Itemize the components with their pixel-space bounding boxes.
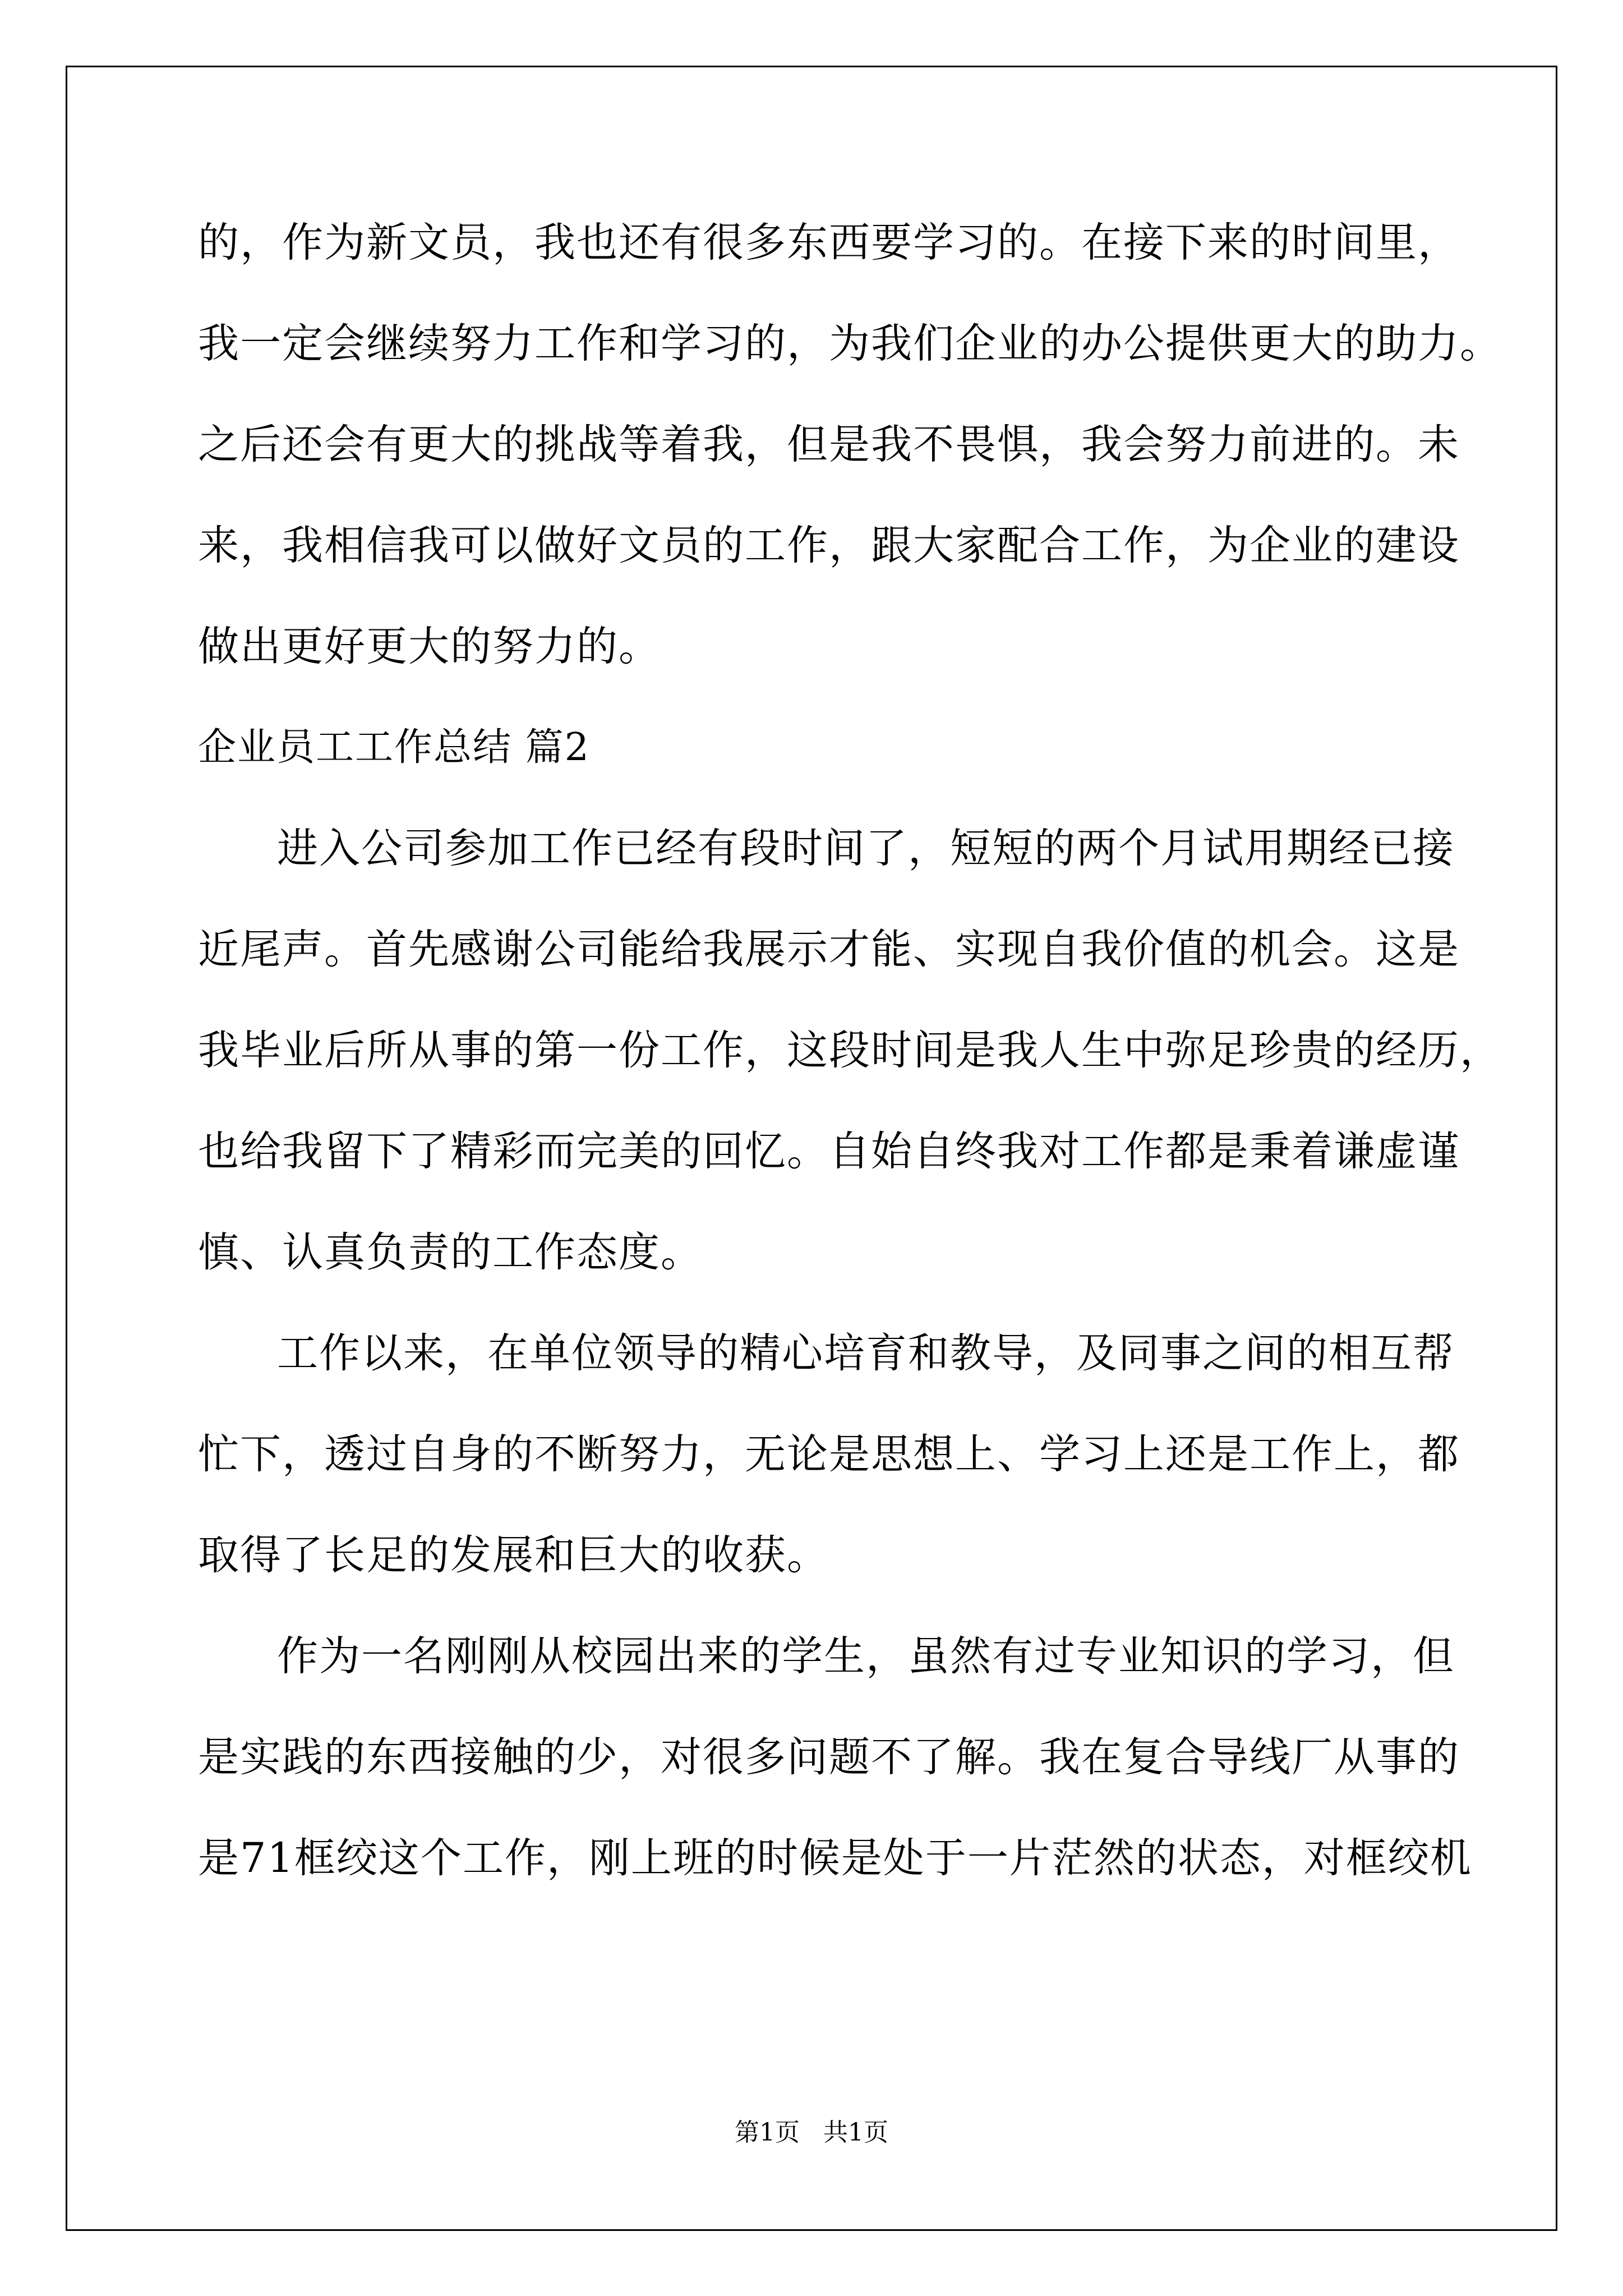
body-text-line: 做出更好更大的努力的。 <box>198 623 661 670</box>
body-text-line: 也给我留下了精彩而完美的回忆。自始自终我对工作都是秉着谦虚谨 <box>198 1128 1460 1175</box>
body-text-line: 是71框绞这个工作，刚上班的时候是处于一片茫然的状态，对框绞机 <box>198 1834 1472 1882</box>
body-text-line: 近尾声。首先感谢公司能给我展示才能、实现自我价值的机会。这是 <box>198 926 1460 973</box>
body-text-line: 忙下，透过自身的不断努力，无论是思想上、学习上还是工作上，都 <box>198 1430 1460 1478</box>
body-text-line: 我毕业后所从事的第一份工作，这段时间是我人生中弥足珍贵的经历， <box>198 1027 1502 1074</box>
body-text-line: 进入公司参加工作已经有段时间了，短短的两个月试用期经已接 <box>277 825 1455 872</box>
body-text-line: 作为一名刚刚从校园出来的学生，虽然有过专业知识的学习，但 <box>277 1632 1455 1680</box>
body-text-line: 慎、认真负责的工作态度。 <box>198 1228 703 1276</box>
body-text-line: 我一定会继续努力工作和学习的，为我们企业的办公提供更大的助力。 <box>198 320 1502 367</box>
body-text-line: 取得了长足的发展和巨大的收获。 <box>198 1531 829 1579</box>
body-text-line: 的，作为新文员，我也还有很多东西要学习的。在接下来的时间里， <box>198 219 1460 266</box>
body-text-line: 之后还会有更大的挑战等着我，但是我不畏惧，我会努力前进的。未 <box>198 421 1460 468</box>
body-text-line: 工作以来，在单位领导的精心培育和教导，及同事之间的相互帮 <box>277 1329 1455 1377</box>
body-text-line: 是实践的东西接触的少，对很多问题不了解。我在复合导线厂从事的 <box>198 1733 1460 1781</box>
page-footer: 第1页 共1页 <box>735 2118 888 2147</box>
section-heading: 企业员工工作总结 篇2 <box>198 725 590 770</box>
body-text-line: 来，我相信我可以做好文员的工作，跟大家配合工作，为企业的建设 <box>198 522 1460 569</box>
